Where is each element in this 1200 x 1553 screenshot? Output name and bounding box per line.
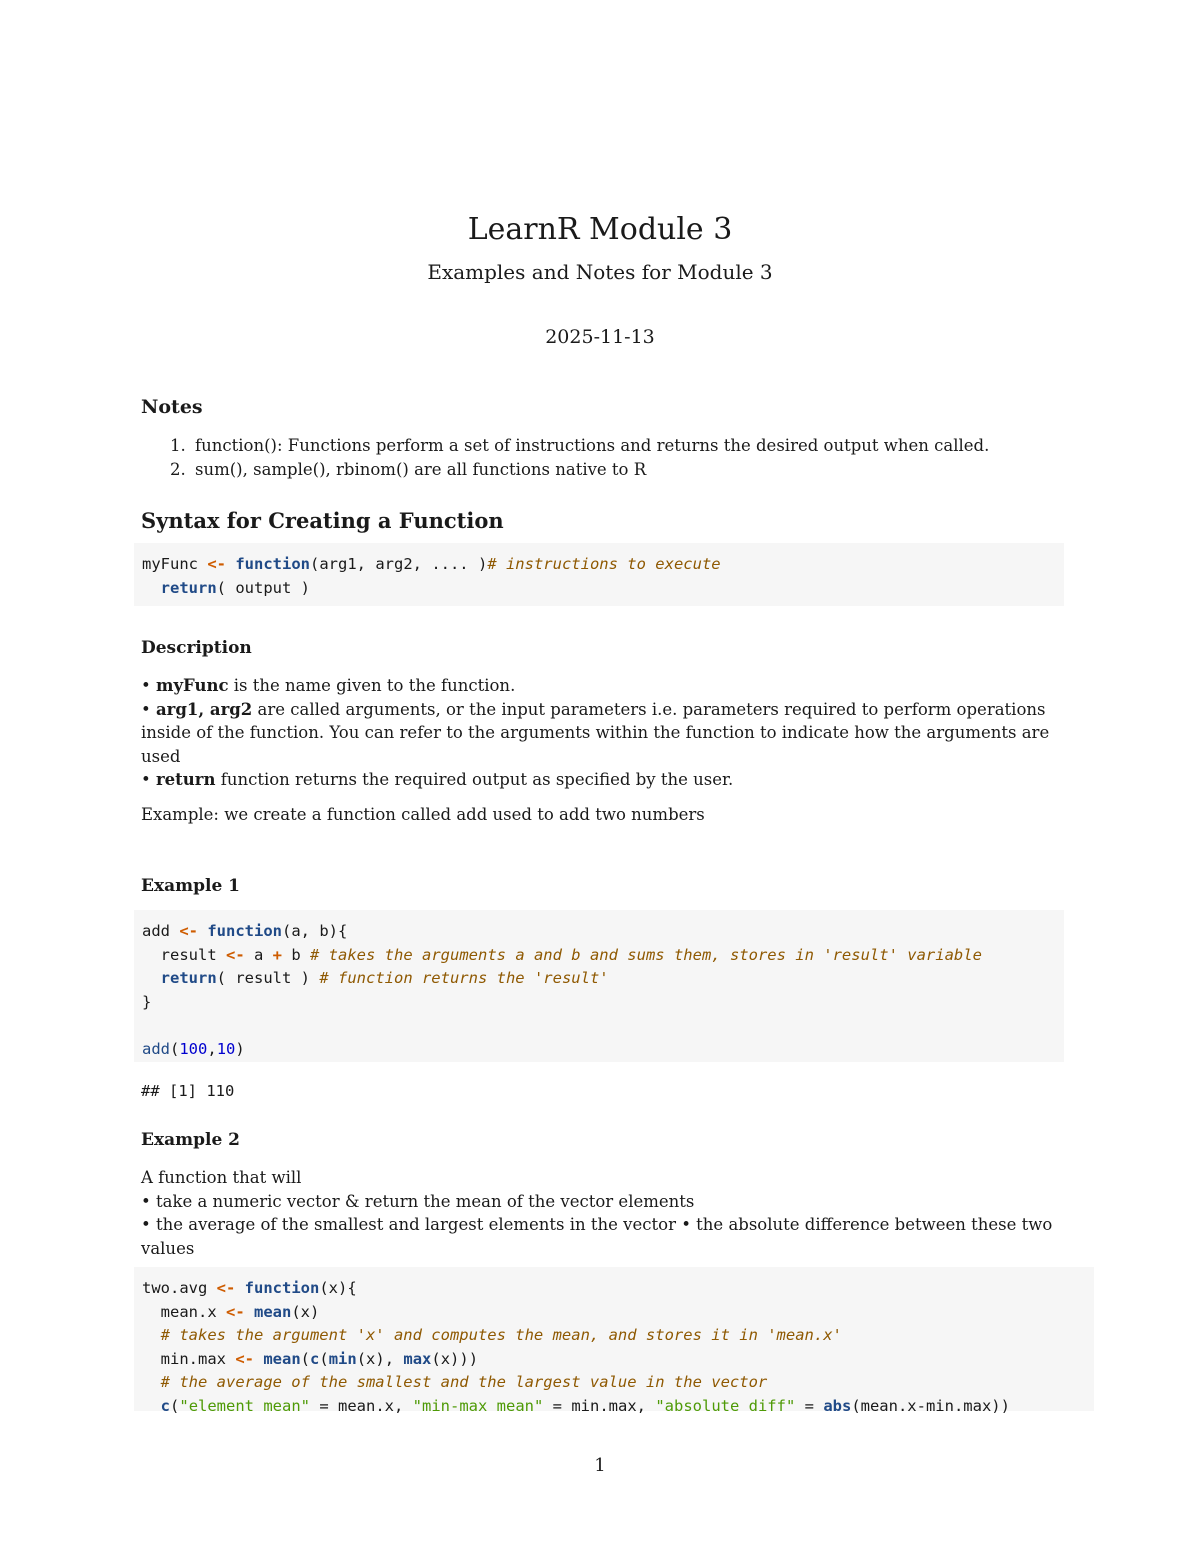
description-bullets <box>141 674 1061 792</box>
example2-code-block: two.avg <- function(x){ mean.x <- mean(x) # takes the argument 'x' and computes the mean, and stores it in 'mean.x' min.max <- mean(c(min(x), max(x))) # the average of the smallest and the largest value in the vector c("element mean" = mean.x, "min-max mean" = min.max, "absolute diff" = abs(mean.x-min.max)) <box>134 1267 1094 1411</box>
example2-bullet-line: • the average of the smallest and largest elements in the vector • the absolute difference between these two values <box>141 1215 1053 1258</box>
document-title: LearnR Module 3 <box>467 212 733 247</box>
example2-intro: A function that will <box>141 1168 302 1187</box>
notes-heading: Notes <box>141 396 203 418</box>
description-bullet: • arg1, arg2 are called arguments, or the input parameters i.e. parameters required to perform operations inside of the function. You can refer to the arguments within the function to indicate how the arguments are used <box>141 699 1050 766</box>
description-bullet: • return function returns the required output as specified by the user. <box>141 770 734 789</box>
example1-code-block: add <- function(a, b){ result <- a + b # takes the arguments a and b and sums them, stores in 'result' variable return( result ) # function returns the 'result' } add(100,10) <box>134 910 1064 1062</box>
syntax-heading: Syntax for Creating a Function <box>141 508 504 533</box>
document-date: 2025-11-13 <box>545 326 655 348</box>
description-heading: Description <box>141 638 252 658</box>
description-bullet: • myFunc is the name given to the function. <box>141 676 516 695</box>
example2-heading: Example 2 <box>141 1130 241 1150</box>
example1-output: ## [1] 110 <box>141 1082 235 1100</box>
document-subtitle: Examples and Notes for Module 3 <box>427 260 773 284</box>
notes-item: 2. sum(), sample(), rbinom() are all functions native to R <box>191 458 1061 482</box>
page-number: 1 <box>594 1455 606 1476</box>
example1-heading: Example 1 <box>141 876 241 896</box>
syntax-code-block: myFunc <- function(arg1, arg2, .... )# instructions to execute return( output ) <box>134 543 1064 606</box>
notes-item: 1. function(): Functions perform a set of instructions and returns the desired output when called. <box>191 434 1061 458</box>
example2-bullet-line: • take a numeric vector & return the mean of the vector elements <box>141 1191 695 1211</box>
example2-description <box>141 1166 1061 1260</box>
notes-list <box>141 434 1061 481</box>
example-intro-text: Example: we create a function called add used to add two numbers <box>141 805 705 824</box>
